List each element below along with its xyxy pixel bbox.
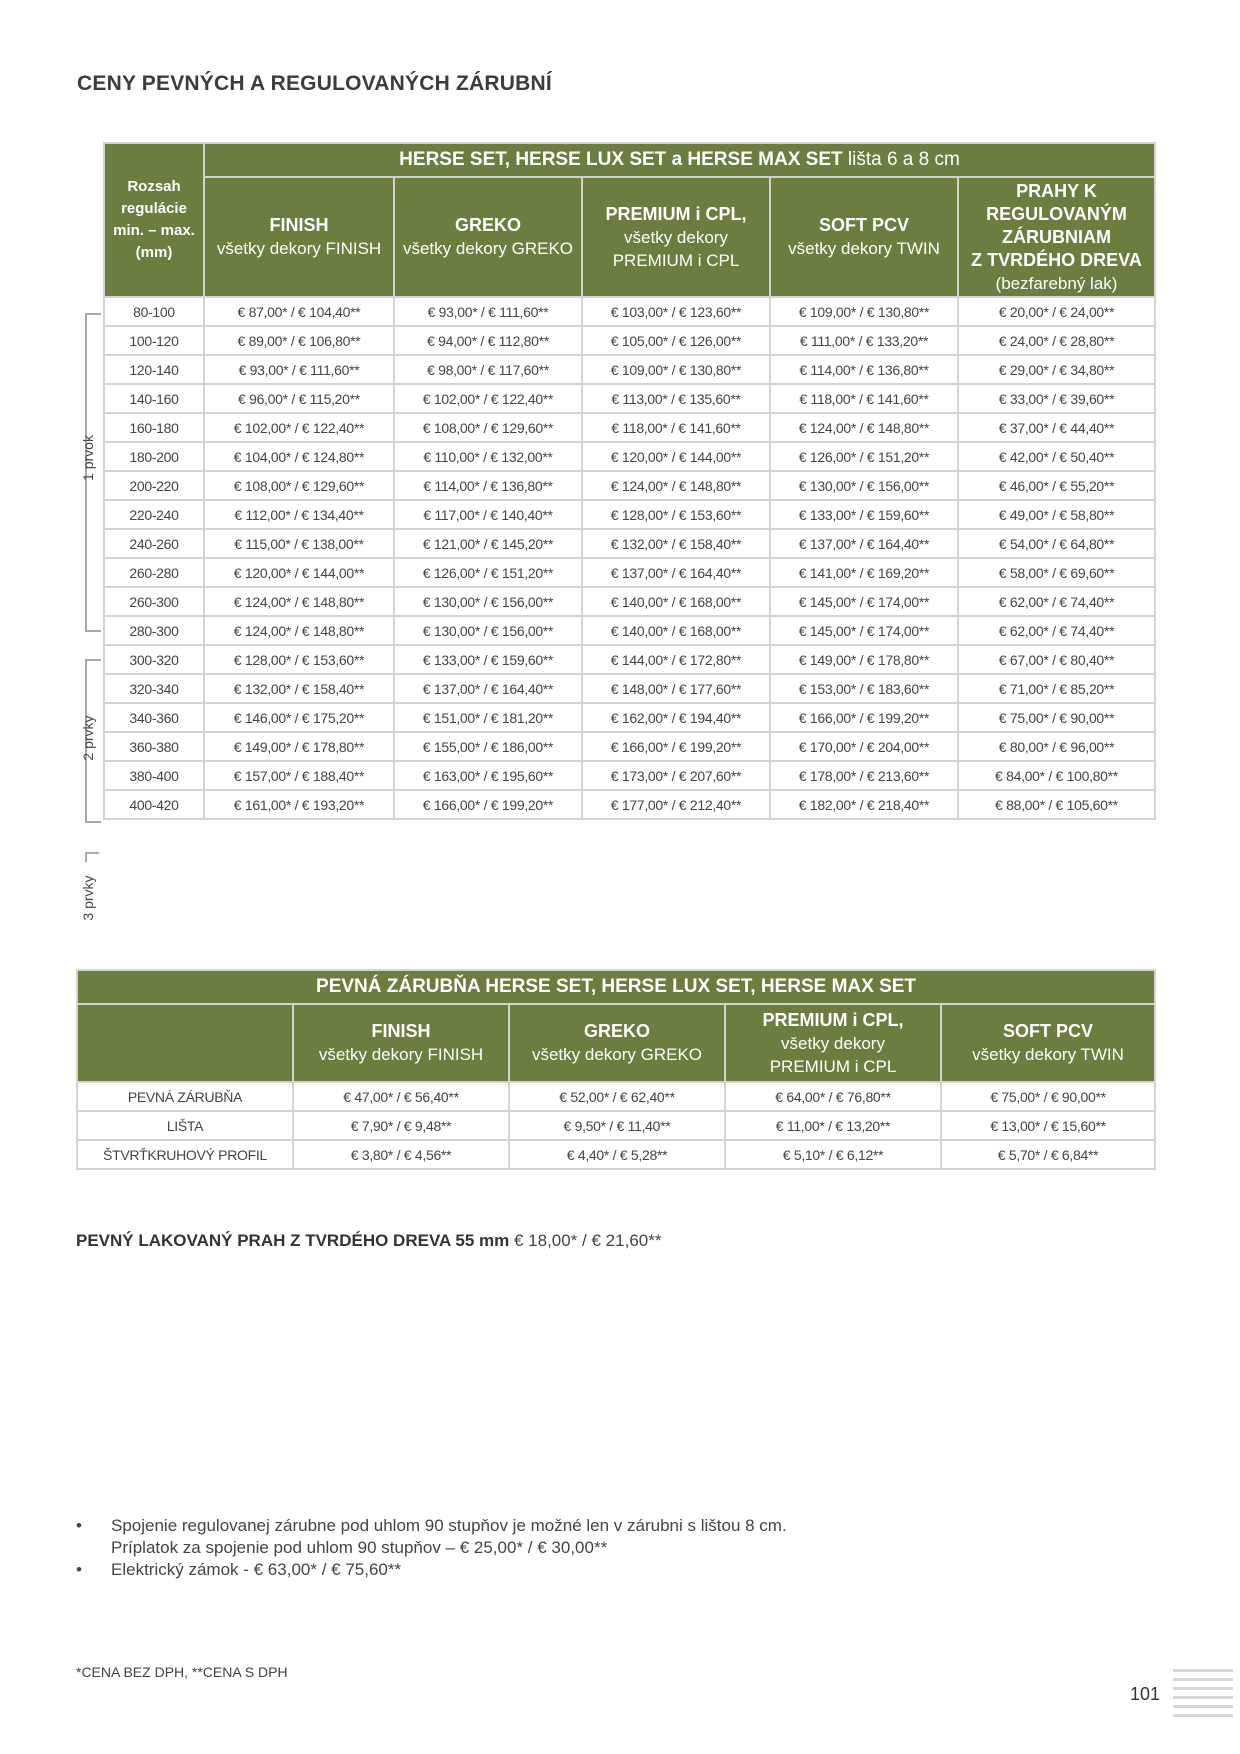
column-header-prahy: PRAHY K REGULOVANÝM ZÁRUBNIAM Z TVRDÉHO DREVA (bezfarebný lak) [958,177,1155,297]
price-cell-prahy: € 54,00* / € 64,80** [958,529,1155,558]
fixed-column-header-greko: GREKO všetky dekory GREKO [509,1004,725,1082]
footnote: *CENA BEZ DPH, **CENA S DPH [76,1664,288,1680]
price-cell-finish: € 108,00* / € 129,60** [204,471,394,500]
range-cell: 300-320 [104,645,204,674]
table-row [104,355,1155,384]
price-cell-finish: € 124,00* / € 148,80** [204,587,394,616]
range-cell: 340-360 [104,703,204,732]
range-cell: 80-100 [104,297,204,326]
table-row [77,1140,1155,1169]
table-row [104,384,1155,413]
fixed-column-header-finish: FINISH všetky dekory FINISH [293,1004,509,1082]
price-cell-greko: € 94,00* / € 112,80** [394,326,582,355]
notes-list [76,1515,787,1581]
price-cell-premium: € 5,10* / € 6,12** [725,1140,941,1169]
price-cell-greko: € 102,00* / € 122,40** [394,384,582,413]
price-cell-premium: € 64,00* / € 76,80** [725,1082,941,1111]
group-label-2-prvky: 2 prvky [80,715,96,761]
price-cell-greko: € 110,00* / € 132,00** [394,442,582,471]
price-cell-finish: € 157,00* / € 188,40** [204,761,394,790]
item-label-cell: PEVNÁ ZÁRUBŇA [77,1082,293,1111]
price-cell-soft: € 111,00* / € 133,20** [770,326,958,355]
price-cell-soft: € 170,00* / € 204,00** [770,732,958,761]
price-cell-soft: € 114,00* / € 136,80** [770,355,958,384]
table-row [104,732,1155,761]
column-header-finish: FINISH všetky dekory FINISH [204,177,394,297]
price-cell-soft: € 182,00* / € 218,40** [770,790,958,819]
note-item: • Spojenie regulovanej zárubne pod uhlom 90 stupňov je možné len v zárubni s lištou 8 cm. Príplatok za spojenie pod uhlom 90 stupňov – € 25,00* / € 30,00** [76,1516,787,1557]
price-cell-premium: € 140,00* / € 168,00** [582,616,770,645]
price-cell-finish: € 161,00* / € 193,20** [204,790,394,819]
price-cell-greko: € 93,00* / € 111,60** [394,297,582,326]
price-cell-prahy: € 37,00* / € 44,40** [958,413,1155,442]
decorative-stripes [1173,1669,1233,1723]
price-cell-finish: € 146,00* / € 175,20** [204,703,394,732]
table-row [77,1082,1155,1111]
price-cell-prahy: € 67,00* / € 80,40** [958,645,1155,674]
table-row [104,471,1155,500]
price-cell-soft: € 141,00* / € 169,20** [770,558,958,587]
column-header-premium: PREMIUM i CPL, všetky dekory PREMIUM i CPL [582,177,770,297]
price-cell-finish: € 120,00* / € 144,00** [204,558,394,587]
price-cell-soft: € 124,00* / € 148,80** [770,413,958,442]
note-item: • Elektrický zámok - € 63,00* / € 75,60** [76,1560,402,1579]
range-cell: 240-260 [104,529,204,558]
threshold-label: PEVNÝ LAKOVANÝ PRAH Z TVRDÉHO DREVA 55 mm [76,1231,510,1250]
price-cell-finish: € 112,00* / € 134,40** [204,500,394,529]
table-row [104,587,1155,616]
price-cell-greko: € 130,00* / € 156,00** [394,587,582,616]
price-cell-greko: € 137,00* / € 164,40** [394,674,582,703]
table-row [77,1111,1155,1140]
price-cell-prahy: € 46,00* / € 55,20** [958,471,1155,500]
item-label-cell: ŠTVRŤKRUHOVÝ PROFIL [77,1140,293,1169]
price-cell-prahy: € 62,00* / € 74,40** [958,616,1155,645]
price-cell-finish: € 102,00* / € 122,40** [204,413,394,442]
price-cell-finish: € 128,00* / € 153,60** [204,645,394,674]
price-cell-greko: € 130,00* / € 156,00** [394,616,582,645]
table-row [104,703,1155,732]
price-cell-soft: € 133,00* / € 159,60** [770,500,958,529]
price-cell-greko: € 166,00* / € 199,20** [394,790,582,819]
price-cell-greko: € 9,50* / € 11,40** [509,1111,725,1140]
group-tick-3 [85,852,99,854]
price-cell-greko: € 98,00* / € 117,60** [394,355,582,384]
range-cell: 100-120 [104,326,204,355]
price-cell-prahy: € 33,00* / € 39,60** [958,384,1155,413]
price-cell-soft: € 153,00* / € 183,60** [770,674,958,703]
price-cell-finish: € 104,00* / € 124,80** [204,442,394,471]
price-cell-soft: € 130,00* / € 156,00** [770,471,958,500]
price-cell-soft: € 13,00* / € 15,60** [941,1111,1155,1140]
price-cell-premium: € 103,00* / € 123,60** [582,297,770,326]
price-cell-premium: € 166,00* / € 199,20** [582,732,770,761]
range-cell: 220-240 [104,500,204,529]
table-row [104,500,1155,529]
price-cell-premium: € 140,00* / € 168,00** [582,587,770,616]
price-cell-soft: € 178,00* / € 213,60** [770,761,958,790]
price-cell-prahy: € 20,00* / € 24,00** [958,297,1155,326]
price-cell-finish: € 47,00* / € 56,40** [293,1082,509,1111]
price-cell-greko: € 155,00* / € 186,00** [394,732,582,761]
price-cell-premium: € 162,00* / € 194,40** [582,703,770,732]
regulated-frame-price-table [103,142,1156,820]
range-cell: 140-160 [104,384,204,413]
price-cell-finish: € 93,00* / € 111,60** [204,355,394,384]
range-cell: 260-280 [104,558,204,587]
table-row [104,442,1155,471]
price-cell-soft: € 126,00* / € 151,20** [770,442,958,471]
range-cell: 360-380 [104,732,204,761]
price-cell-premium: € 148,00* / € 177,60** [582,674,770,703]
price-cell-premium: € 120,00* / € 144,00** [582,442,770,471]
fixed-frame-price-table [76,969,1156,1170]
price-cell-greko: € 133,00* / € 159,60** [394,645,582,674]
price-cell-soft: € 5,70* / € 6,84** [941,1140,1155,1169]
price-cell-greko: € 126,00* / € 151,20** [394,558,582,587]
table-row [104,674,1155,703]
table-row [104,326,1155,355]
fixed-column-header-premium: PREMIUM i CPL, všetky dekory PREMIUM i CPL [725,1004,941,1082]
price-cell-prahy: € 42,00* / € 50,40** [958,442,1155,471]
price-cell-premium: € 113,00* / € 135,60** [582,384,770,413]
price-cell-finish: € 89,00* / € 106,80** [204,326,394,355]
range-cell: 260-300 [104,587,204,616]
price-cell-greko: € 52,00* / € 62,40** [509,1082,725,1111]
range-cell: 320-340 [104,674,204,703]
column-header-greko: GREKO všetky dekory GREKO [394,177,582,297]
price-cell-greko: € 117,00* / € 140,40** [394,500,582,529]
range-cell: 200-220 [104,471,204,500]
price-cell-premium: € 118,00* / € 141,60** [582,413,770,442]
price-cell-prahy: € 71,00* / € 85,20** [958,674,1155,703]
price-cell-greko: € 151,00* / € 181,20** [394,703,582,732]
table-row [104,529,1155,558]
threshold-price: € 18,00* / € 21,60** [514,1231,662,1250]
price-cell-premium: € 128,00* / € 153,60** [582,500,770,529]
price-cell-prahy: € 58,00* / € 69,60** [958,558,1155,587]
item-label-cell: LIŠTA [77,1111,293,1140]
group-label-1-prvok: 1 prvok [80,435,96,481]
price-cell-soft: € 166,00* / € 199,20** [770,703,958,732]
table-row [104,761,1155,790]
price-cell-greko: € 163,00* / € 195,60** [394,761,582,790]
price-cell-prahy: € 62,00* / € 74,40** [958,587,1155,616]
page-number: 101 [1130,1684,1161,1704]
price-cell-finish: € 124,00* / € 148,80** [204,616,394,645]
price-cell-finish: € 3,80* / € 4,56** [293,1140,509,1169]
price-cell-premium: € 137,00* / € 164,40** [582,558,770,587]
price-cell-greko: € 121,00* / € 145,20** [394,529,582,558]
price-cell-prahy: € 88,00* / € 105,60** [958,790,1155,819]
range-cell: 160-180 [104,413,204,442]
range-cell: 400-420 [104,790,204,819]
price-cell-prahy: € 29,00* / € 34,80** [958,355,1155,384]
price-cell-soft: € 137,00* / € 164,40** [770,529,958,558]
price-cell-greko: € 108,00* / € 129,60** [394,413,582,442]
price-cell-prahy: € 49,00* / € 58,80** [958,500,1155,529]
table-row [104,558,1155,587]
price-cell-premium: € 109,00* / € 130,80** [582,355,770,384]
price-cell-soft: € 145,00* / € 174,00** [770,587,958,616]
table-row [104,790,1155,819]
price-cell-finish: € 7,90* / € 9,48** [293,1111,509,1140]
table-header: HERSE SET, HERSE LUX SET a HERSE MAX SET lišta 6 a 8 cm [204,143,1155,177]
range-cell: 120-140 [104,355,204,384]
price-cell-soft: € 145,00* / € 174,00** [770,616,958,645]
price-cell-premium: € 11,00* / € 13,20** [725,1111,941,1140]
price-cell-finish: € 115,00* / € 138,00** [204,529,394,558]
price-cell-premium: € 124,00* / € 148,80** [582,471,770,500]
table-row [104,645,1155,674]
fixed-table-header: PEVNÁ ZÁRUBŇA HERSE SET, HERSE LUX SET, HERSE MAX SET [77,970,1155,1004]
price-cell-soft: € 118,00* / € 141,60** [770,384,958,413]
price-cell-prahy: € 80,00* / € 96,00** [958,732,1155,761]
table-row [104,616,1155,645]
fixed-empty-header [77,1004,293,1082]
range-cell: 180-200 [104,442,204,471]
price-cell-finish: € 96,00* / € 115,20** [204,384,394,413]
price-cell-prahy: € 75,00* / € 90,00** [958,703,1155,732]
price-cell-greko: € 4,40* / € 5,28** [509,1140,725,1169]
price-cell-soft: € 149,00* / € 178,80** [770,645,958,674]
price-cell-finish: € 87,00* / € 104,40** [204,297,394,326]
price-cell-premium: € 144,00* / € 172,80** [582,645,770,674]
price-cell-premium: € 177,00* / € 212,40** [582,790,770,819]
page-title: CENY PEVNÝCH A REGULOVANÝCH ZÁRUBNÍ [77,72,552,95]
range-cell: 280-300 [104,616,204,645]
column-header-soft-pcv: SOFT PCV všetky dekory TWIN [770,177,958,297]
price-cell-soft: € 75,00* / € 90,00** [941,1082,1155,1111]
table-row [104,413,1155,442]
table-row [104,297,1155,326]
fixed-column-header-soft-pcv: SOFT PCV všetky dekory TWIN [941,1004,1155,1082]
price-cell-finish: € 132,00* / € 158,40** [204,674,394,703]
price-cell-premium: € 173,00* / € 207,60** [582,761,770,790]
range-cell: 380-400 [104,761,204,790]
price-cell-prahy: € 24,00* / € 28,80** [958,326,1155,355]
group-label-3-prvky: 3 prvky [80,875,96,921]
price-cell-premium: € 105,00* / € 126,00** [582,326,770,355]
price-cell-greko: € 114,00* / € 136,80** [394,471,582,500]
range-header: Rozsah regulácie min. – max. (mm) [104,143,204,297]
price-cell-finish: € 149,00* / € 178,80** [204,732,394,761]
price-cell-prahy: € 84,00* / € 100,80** [958,761,1155,790]
price-cell-premium: € 132,00* / € 158,40** [582,529,770,558]
threshold-price-line [76,1231,661,1251]
price-cell-soft: € 109,00* / € 130,80** [770,297,958,326]
